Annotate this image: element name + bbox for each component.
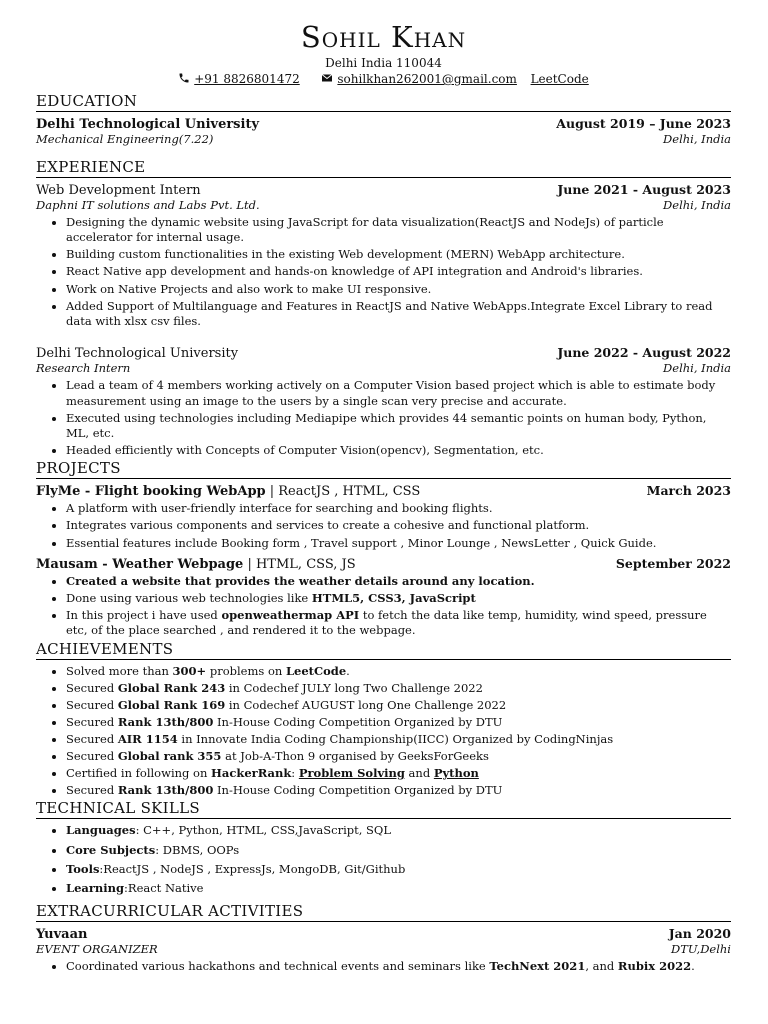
list-item: • Learning:React Native [66, 881, 731, 896]
list-item: • Building custom functionalities in the existing Web development (MERN) WebApp architecture. [66, 247, 731, 262]
candidate-name: Sohil Khan [300, 20, 467, 54]
project2-name: Mausam - Weather Webpage [36, 556, 244, 572]
education-section [36, 93, 731, 147]
achievements-list [36, 664, 731, 799]
job2-org: Delhi Technological University [36, 346, 239, 362]
resume-header [36, 20, 731, 87]
list-item: • Tools:ReactJS , NodeJS , ExpressJs, MongoDB, Git/Github [66, 862, 731, 877]
list-item: • Secured Global Rank 243 in Codechef JULY long Two Challenge 2022 [66, 681, 731, 696]
extracurricular-bullets [36, 959, 731, 974]
job2-dates: June 2022 - August 2022 [557, 345, 731, 361]
list-item: • Essential features include Booking form , Travel support , Minor Lounge , NewsLetter , Quick Guide. [66, 536, 731, 551]
list-item: • Created a website that provides the weather details around any location. [66, 574, 731, 589]
list-item: • Languages: C++, Python, HTML, CSS,JavaScript, SQL [66, 823, 731, 838]
email-link[interactable]: sohilkhan262001@gmail.com [337, 72, 517, 86]
list-item: • Secured Rank 13th/800 In-House Coding Competition Organized by DTU [66, 715, 731, 730]
job1-company: Daphni IT solutions and Labs Pvt. Ltd. [36, 198, 260, 212]
job1-dates: June 2021 - August 2023 [557, 182, 731, 197]
education-location: Delhi, India [663, 132, 731, 146]
extracurricular-section [36, 903, 731, 974]
extracurricular-date: Jan 2020 [668, 925, 731, 941]
skills-heading: TECHNICAL SKILLS [36, 800, 731, 819]
list-item: • A platform with user-friendly interface for searching and booking flights. [66, 501, 731, 516]
list-item: • Secured Rank 13th/800 In-House Coding Competition Organized by DTU [66, 783, 731, 798]
problem-solving-link[interactable]: Problem Solving [298, 766, 405, 781]
project1-tech: | ReactJS , HTML, CSS [265, 484, 421, 500]
skills-section [36, 800, 731, 896]
address: Delhi India 110044 [325, 56, 442, 70]
list-item: • Lead a team of 4 members working actively on a Computer Vision based project which is able to estimate body measurement using an image to the users by a single scan very precise and accurate. [66, 378, 731, 409]
leetcode-link[interactable]: LeetCode [530, 72, 589, 86]
education-heading: EDUCATION [36, 93, 731, 112]
skills-list [36, 823, 731, 896]
project1-date: March 2023 [646, 483, 731, 499]
resume-page [36, 20, 731, 976]
project2-date: September 2022 [615, 555, 731, 571]
list-item: • Secured Global Rank 169 in Codechef AUGUST long One Challenge 2022 [66, 698, 731, 713]
projects-section [36, 460, 731, 638]
list-item: • Done using various web technologies like HTML5, CSS3, JavaScript [66, 591, 731, 606]
experience-section [36, 159, 731, 458]
list-item: • Designing the dynamic website using JavaScript for data visualization(ReactJS and NodeJs) of particle accelerator for internal usage. [66, 215, 731, 246]
extracurricular-org: Yuvaan [36, 926, 88, 942]
job2-role: Research Intern [36, 361, 131, 376]
phone-icon [178, 72, 190, 84]
job1-location: Delhi, India [663, 198, 731, 212]
extracurricular-heading: EXTRACURRICULAR ACTIVITIES [36, 903, 731, 922]
list-item: • Integrates various components and services to create a cohesive and functional platform. [66, 518, 731, 533]
achievements-section [36, 641, 731, 799]
education-school: Delhi Technological University [36, 117, 259, 132]
list-item: • Secured Global rank 355 at Job-A-Thon 9 organised by GeeksForGeeks [66, 749, 731, 764]
extracurricular-location: DTU,Delhi [671, 941, 731, 956]
education-dates: August 2019 – June 2023 [556, 116, 731, 131]
list-item: • In this project i have used openweathermap API to fetch the data like temp, humidity, wind speed, pressure etc, of the place searched , and rendered it to the webpage. [66, 608, 731, 639]
job2-location: Delhi, India [663, 361, 731, 376]
list-item: • Certified in following on HackerRank: Problem Solving and Python [66, 766, 731, 781]
job1-role: Web Development Intern [36, 183, 201, 198]
contact-line [36, 71, 731, 87]
list-item: • Headed efficiently with Concepts of Computer Vision(opencv), Segmentation, etc. [66, 443, 731, 458]
job1-bullets [36, 215, 731, 329]
extracurricular-role: EVENT ORGANIZER [36, 941, 158, 956]
python-link[interactable]: Python [433, 766, 479, 781]
education-degree: Mechanical Engineering(7.22) [36, 132, 214, 146]
achievements-heading: ACHIEVEMENTS [36, 641, 731, 660]
job2-bullets [36, 378, 731, 458]
envelope-icon [321, 72, 333, 84]
experience-heading: EXPERIENCE [36, 159, 731, 178]
list-item: • Solved more than 300+ problems on LeetCode. [66, 664, 731, 679]
list-item: • Added Support of Multilanguage and Features in ReactJS and Native WebApps.Integrate Excel Library to read data with xlsx csv files. [66, 299, 731, 330]
phone-link[interactable]: +91 8826801472 [194, 72, 300, 86]
project2-bullets [36, 574, 731, 639]
list-item: • Work on Native Projects and also work to make UI responsive. [66, 282, 731, 297]
project1-name: FlyMe - Flight booking WebApp [36, 484, 266, 500]
project1-bullets [36, 501, 731, 550]
list-item: • Secured AIR 1154 in Innovate India Coding Championship(IICC) Organized by CodingNinjas [66, 732, 731, 747]
list-item: • Executed using technologies including Mediapipe which provides 44 semantic points on human body, Python, ML, etc. [66, 411, 731, 442]
project2-tech: | HTML, CSS, JS [243, 556, 356, 572]
list-item: • React Native app development and hands-on knowledge of API integration and Android's libraries. [66, 264, 731, 279]
list-item: • Coordinated various hackathons and technical events and seminars like TechNext 2021, and Rubix 2022. [66, 959, 731, 974]
projects-heading: PROJECTS [36, 460, 731, 479]
list-item: • Core Subjects: DBMS, OOPs [66, 843, 731, 858]
